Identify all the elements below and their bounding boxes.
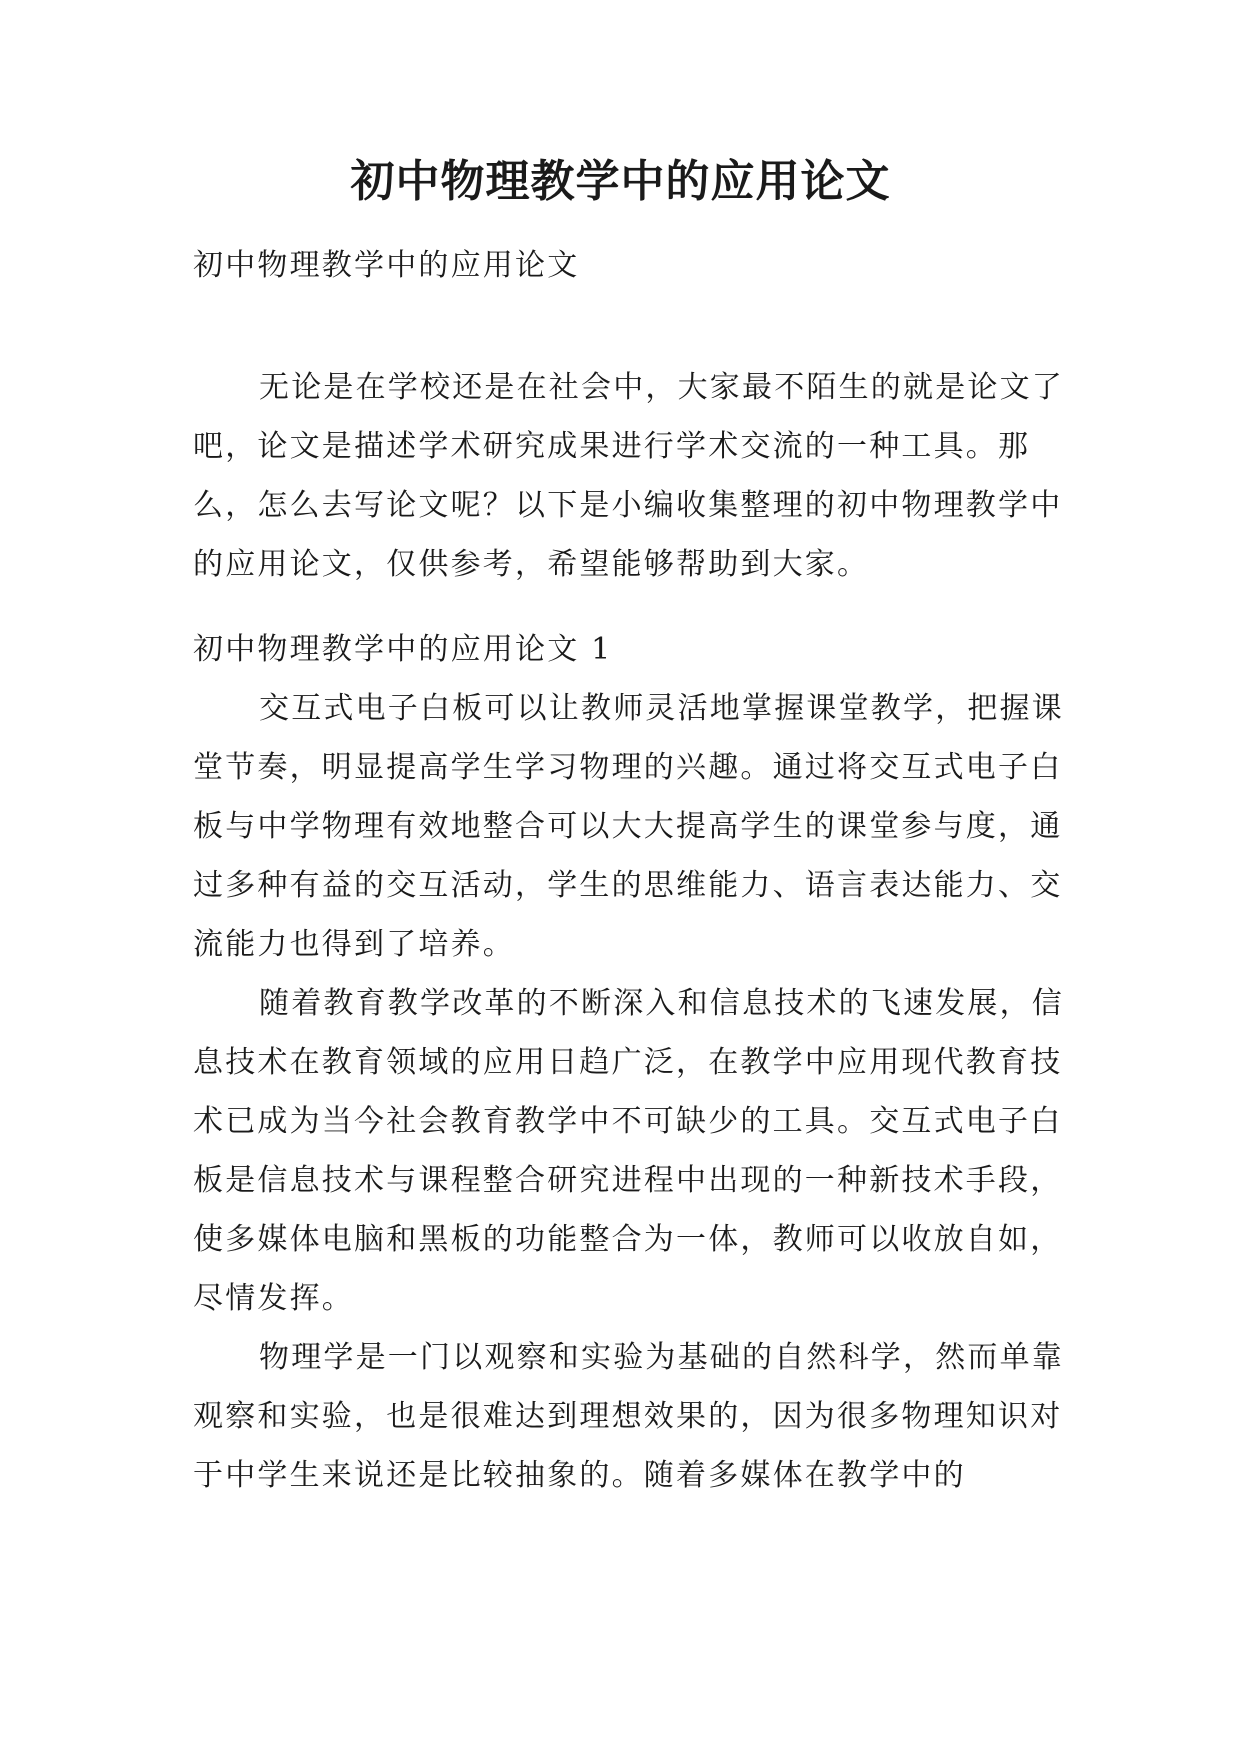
body-paragraph: 物理学是一门以观察和实验为基础的自然科学，然而单靠观察和实验，也是很难达到理想效果的，因为很多物理知识对于中学生来说还是比较抽象的。随着多媒体在教学中的 <box>193 1340 1064 1493</box>
document-title: 初中物理教学中的应用论文 <box>350 156 891 207</box>
body-paragraph: 交互式电子白板可以让教师灵活地掌握课堂教学，把握课堂节奏，明显提高学生学习物理的兴趣。通过将交互式电子白板与中学物理有效地整合可以大大提高学生的课堂参与度，通过多种有益的交互活动，学生的思维能力、语言表达能力、交流能力也得到了培养。 <box>193 691 1064 962</box>
body-paragraph: 随着教育教学改革的不断深入和信息技术的飞速发展，信息技术在教育领域的应用日趋广泛，在教学中应用现代教育技术已成为当今社会教育教学中不可缺少的工具。交互式电子白板是信息技术与课程整合研究进程中出现的一种新技术手段，使多媒体电脑和黑板的功能整合为一体，教师可以收放自如，尽情发挥。 <box>193 986 1064 1316</box>
section-body <box>193 679 1073 1505</box>
document-subtitle: 初中物理教学中的应用论文 <box>193 248 580 283</box>
section-heading: 初中物理教学中的应用论文 1 <box>193 632 613 667</box>
intro-paragraph: 无论是在学校还是在社会中，大家最不陌生的就是论文了吧，论文是描述学术研究成果进行学术交流的一种工具。那么，怎么去写论文呢？以下是小编收集整理的初中物理教学中的应用论文，仅供参考，希望能够帮助到大家。 <box>193 370 1064 582</box>
